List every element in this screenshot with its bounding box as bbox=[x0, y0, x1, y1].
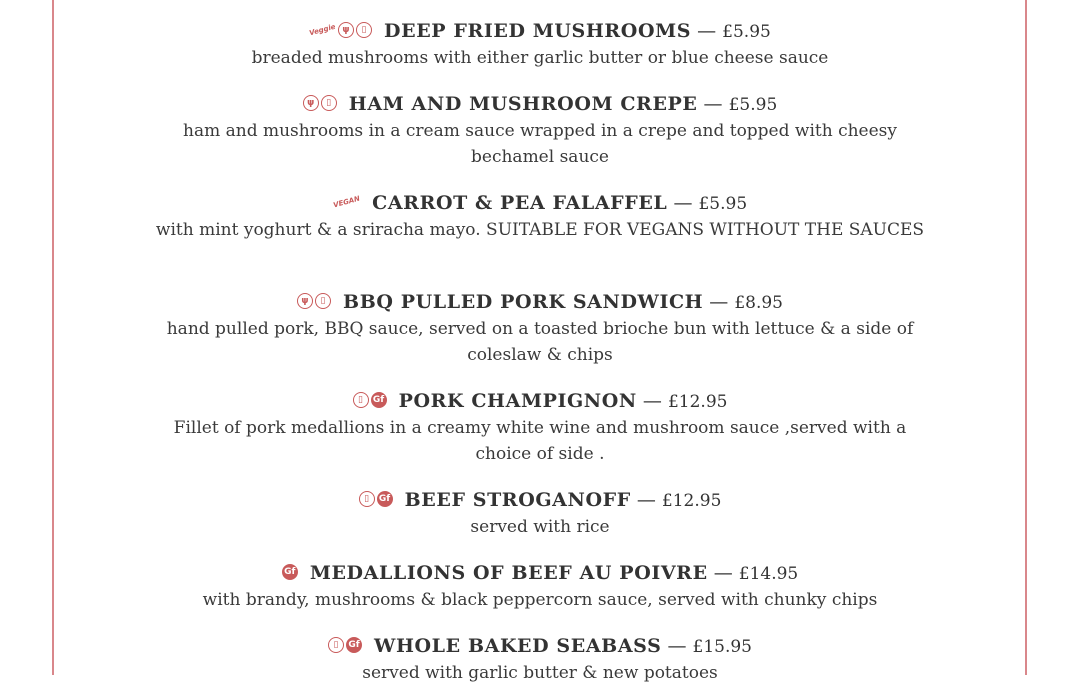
dash: — bbox=[642, 390, 662, 412]
menu-item-ham-and-mushroom-crepe bbox=[0, 91, 1080, 170]
dish-title-line bbox=[0, 190, 1080, 217]
dietary-icons bbox=[353, 392, 387, 408]
dash: — bbox=[709, 291, 729, 313]
dish-name: CARROT & PEA FALAFFEL bbox=[372, 192, 668, 214]
dish-name: HAM AND MUSHROOM CREPE bbox=[348, 93, 698, 115]
milk-icon: ▯ bbox=[328, 637, 344, 653]
dietary-icons bbox=[309, 17, 372, 43]
gluten-free-icon: Gf bbox=[282, 564, 298, 580]
dish-name: BBQ PULLED PORK SANDWICH bbox=[343, 291, 704, 313]
dish-title-line bbox=[0, 18, 1080, 45]
dish-name: PORK CHAMPIGNON bbox=[398, 390, 637, 412]
wheat-icon: ψ bbox=[338, 22, 354, 38]
gluten-free-icon: Gf bbox=[371, 392, 387, 408]
milk-icon: ▯ bbox=[359, 491, 375, 507]
menu-item-beef-stroganoff bbox=[0, 487, 1080, 540]
dish-price: £15.95 bbox=[692, 637, 752, 657]
dietary-icons bbox=[328, 637, 362, 653]
dish-price: £5.95 bbox=[728, 95, 778, 115]
gluten-free-icon: Gf bbox=[346, 637, 362, 653]
wheat-icon: ψ bbox=[297, 293, 313, 309]
dietary-icons bbox=[359, 491, 393, 507]
dish-title-line bbox=[0, 91, 1080, 118]
menu-item-medallions-of-beef-au-poivre bbox=[0, 560, 1080, 613]
dish-price: £12.95 bbox=[661, 491, 722, 511]
dietary-icons bbox=[297, 293, 331, 309]
milk-icon: ▯ bbox=[321, 95, 337, 111]
dash: — bbox=[636, 489, 656, 511]
dish-description: served with garlic butter & new potatoes bbox=[362, 663, 718, 683]
dish-title-line bbox=[0, 633, 1080, 660]
dietary-icons bbox=[282, 564, 298, 580]
menu-item-pork-champignon bbox=[0, 388, 1080, 467]
vegan-tag: VEGAN bbox=[332, 194, 361, 210]
dish-price: £5.95 bbox=[722, 22, 771, 42]
gluten-free-icon: Gf bbox=[377, 491, 393, 507]
menu-item-whole-baked-seabass bbox=[0, 633, 1080, 686]
dish-name: WHOLE BAKED SEABASS bbox=[374, 635, 662, 657]
dish-price: £14.95 bbox=[738, 564, 799, 584]
dish-price: £12.95 bbox=[667, 392, 728, 412]
dish-name: BEEF STROGANOFF bbox=[404, 489, 631, 511]
dish-description: breaded mushrooms with either garlic butter or blue cheese sauce bbox=[251, 48, 829, 68]
milk-icon: ▯ bbox=[315, 293, 331, 309]
dietary-icons bbox=[333, 189, 360, 215]
dietary-icons bbox=[303, 95, 337, 111]
wheat-icon: ψ bbox=[303, 95, 319, 111]
dish-title-line bbox=[0, 388, 1080, 415]
dish-title-line bbox=[0, 289, 1080, 316]
menu-item-bbq-pulled-pork-sandwich bbox=[0, 289, 1080, 368]
dash: — bbox=[673, 192, 693, 214]
dash: — bbox=[667, 635, 687, 657]
dish-description: served with rice bbox=[470, 517, 610, 537]
dish-name: DEEP FRIED MUSHROOMS bbox=[384, 20, 692, 42]
menu-item-deep-fried-mushrooms bbox=[0, 18, 1080, 71]
dish-description: hand pulled pork, BBQ sauce, served on a toasted brioche bun with lettuce & a side of coleslaw & chips bbox=[166, 319, 914, 365]
dish-price: £8.95 bbox=[734, 293, 783, 313]
dish-description: with mint yoghurt & a sriracha mayo. SUITABLE FOR VEGANS WITHOUT THE SAUCES bbox=[155, 220, 925, 240]
dish-name: MEDALLIONS OF BEEF AU POIVRE bbox=[309, 562, 708, 584]
veggie-tag: Veggie bbox=[308, 22, 337, 38]
dash: — bbox=[697, 20, 717, 42]
menu-item-carrot-pea-falaffel bbox=[0, 190, 1080, 243]
milk-icon: ▯ bbox=[353, 392, 369, 408]
dish-price: £5.95 bbox=[698, 194, 748, 214]
dash: — bbox=[703, 93, 723, 115]
dish-description: Fillet of pork medallions in a creamy white wine and mushroom sauce ,served with a choice of side . bbox=[173, 418, 907, 464]
dash: — bbox=[713, 562, 733, 584]
dish-title-line bbox=[0, 560, 1080, 587]
dish-description: ham and mushrooms in a cream sauce wrapped in a crepe and topped with cheesy bechamel sauce bbox=[183, 121, 897, 167]
dish-title-line bbox=[0, 487, 1080, 514]
milk-icon: ▯ bbox=[356, 22, 372, 38]
dish-description: with brandy, mushrooms & black peppercorn sauce, served with chunky chips bbox=[202, 590, 878, 610]
